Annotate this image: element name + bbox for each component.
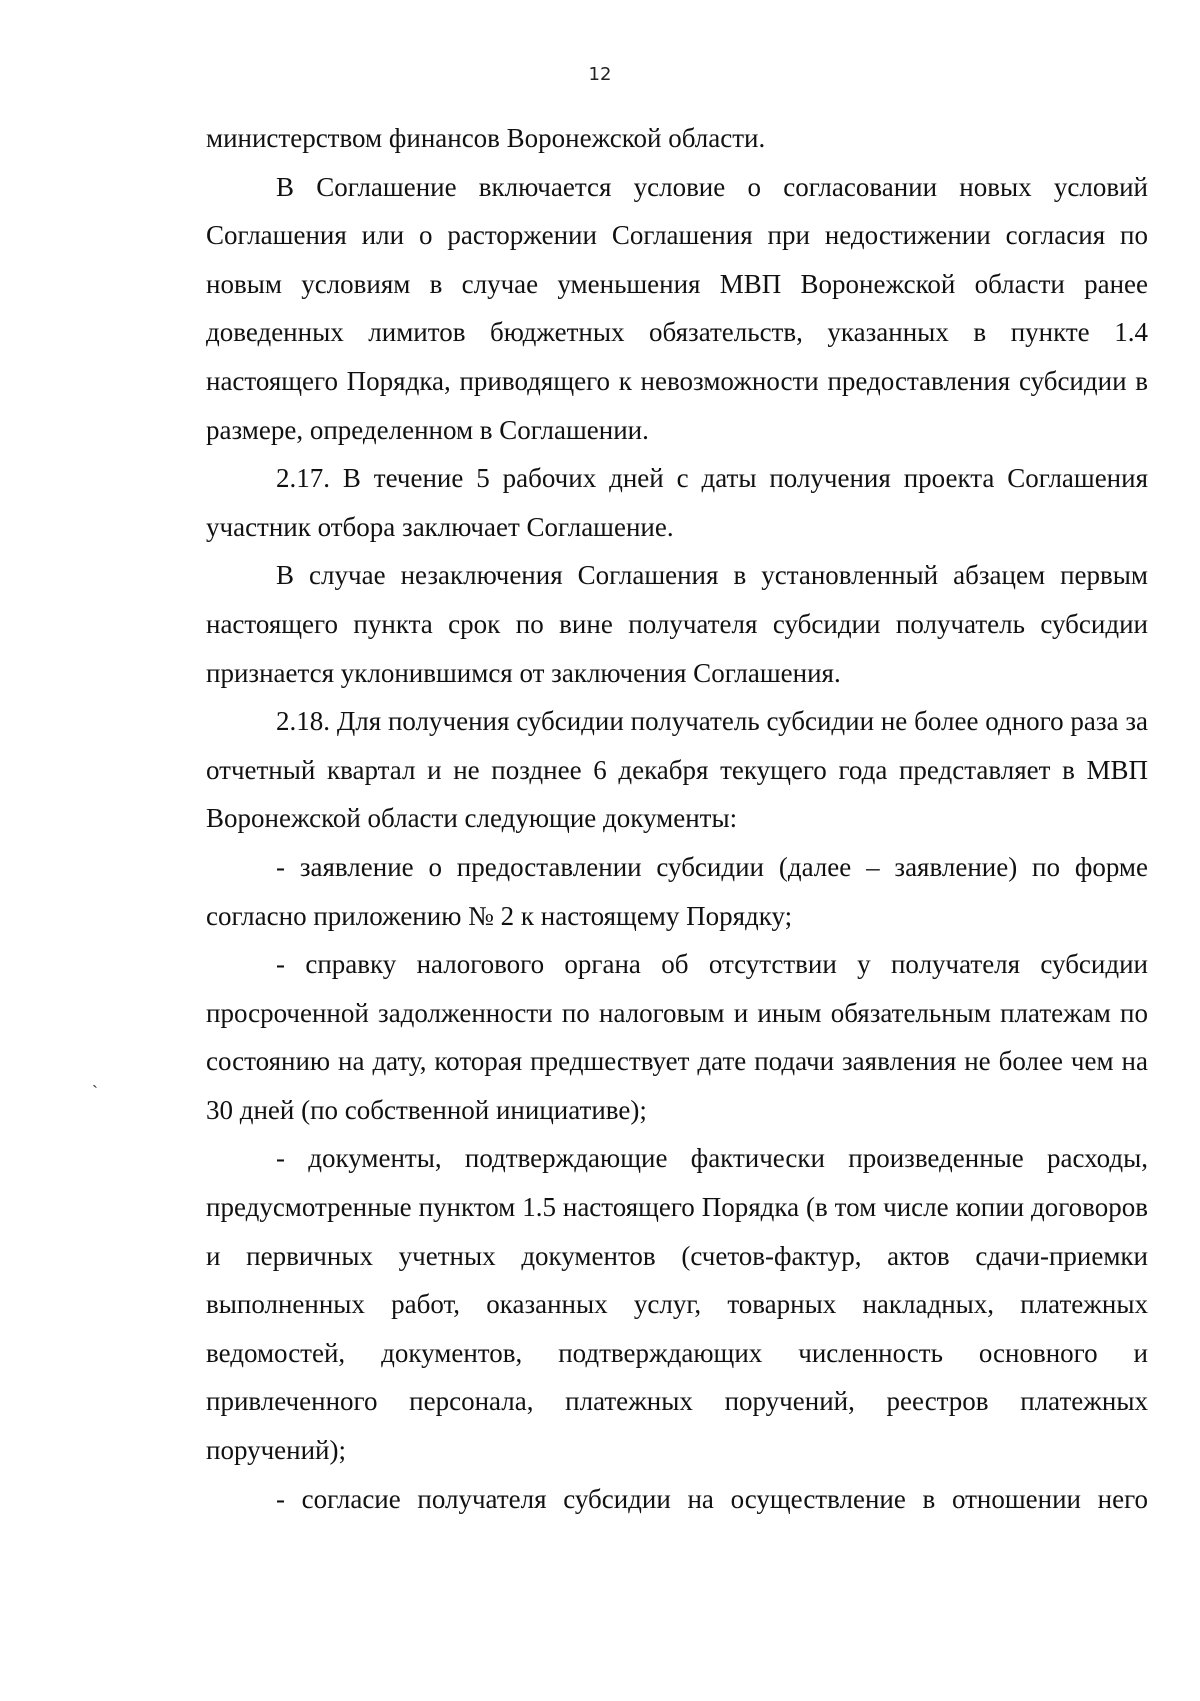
paragraph-agreement-terms: В Соглашение включается условие о согласовании новых условий Соглашения или о расторжении Соглашения при недостижении согласия по новым условиям в случае уменьшения МВП Воронежской области ранее доведенных лимитов бюджетных обязательств, указанных в пункте 1.4 настоящего Порядка, приводящего к невозможности предоставления субсидии в размере, определенном в Соглашении. <box>206 171 1148 445</box>
list-item-expense-documents: - документы, подтверждающие фактически произведенные расходы, предусмотренные пунктом 1.5 настоящего Порядка (в том числе копии договоров и первичных учетных документов (счетов-фактур, актов сдачи-приемки выполненных работ, оказанных услуг, товарных накладных, платежных ведомостей, документов, подтверждающих численность основного и привлеченного персонала, платежных поручений, реестров платежных поручений); <box>206 1143 1148 1466</box>
document-body <box>206 114 1148 1523</box>
scan-mark: ˏ <box>92 1068 98 1088</box>
paragraph-non-conclusion: В случае незаключения Соглашения в установленный абзацем первым настоящего пункта срок по вине получателя субсидии получатель субсидии признается уклонившимся от заключения Соглашения. <box>206 560 1148 688</box>
paragraph-continuation: министерством финансов Воронежской области. <box>206 123 766 153</box>
paragraph-2-18: 2.18. Для получения субсидии получатель субсидии не более одного раза за отчетный квартал и не позднее 6 декабря текущего года представляет в МВП Воронежской области следующие документы: <box>206 706 1148 834</box>
paragraph-2-17: 2.17. В течение 5 рабочих дней с даты получения проекта Соглашения участник отбора заключает Соглашение. <box>206 463 1148 542</box>
list-item-application: - заявление о предоставлении субсидии (далее – заявление) по форме согласно приложению № 2 к настоящему Порядку; <box>206 851 1148 931</box>
page-number: 12 <box>588 64 612 85</box>
list-item-tax-certificate: - справку налогового органа об отсутствии у получателя субсидии просроченной задолженности по налоговым и иным обязательным платежам по состоянию на дату, которая предшествует дате подачи заявления не более чем на 30 дней (по собственной инициативе); <box>206 949 1148 1125</box>
list-item-consent: - согласие получателя субсидии на осуществление в отношении него <box>276 1483 1148 1514</box>
